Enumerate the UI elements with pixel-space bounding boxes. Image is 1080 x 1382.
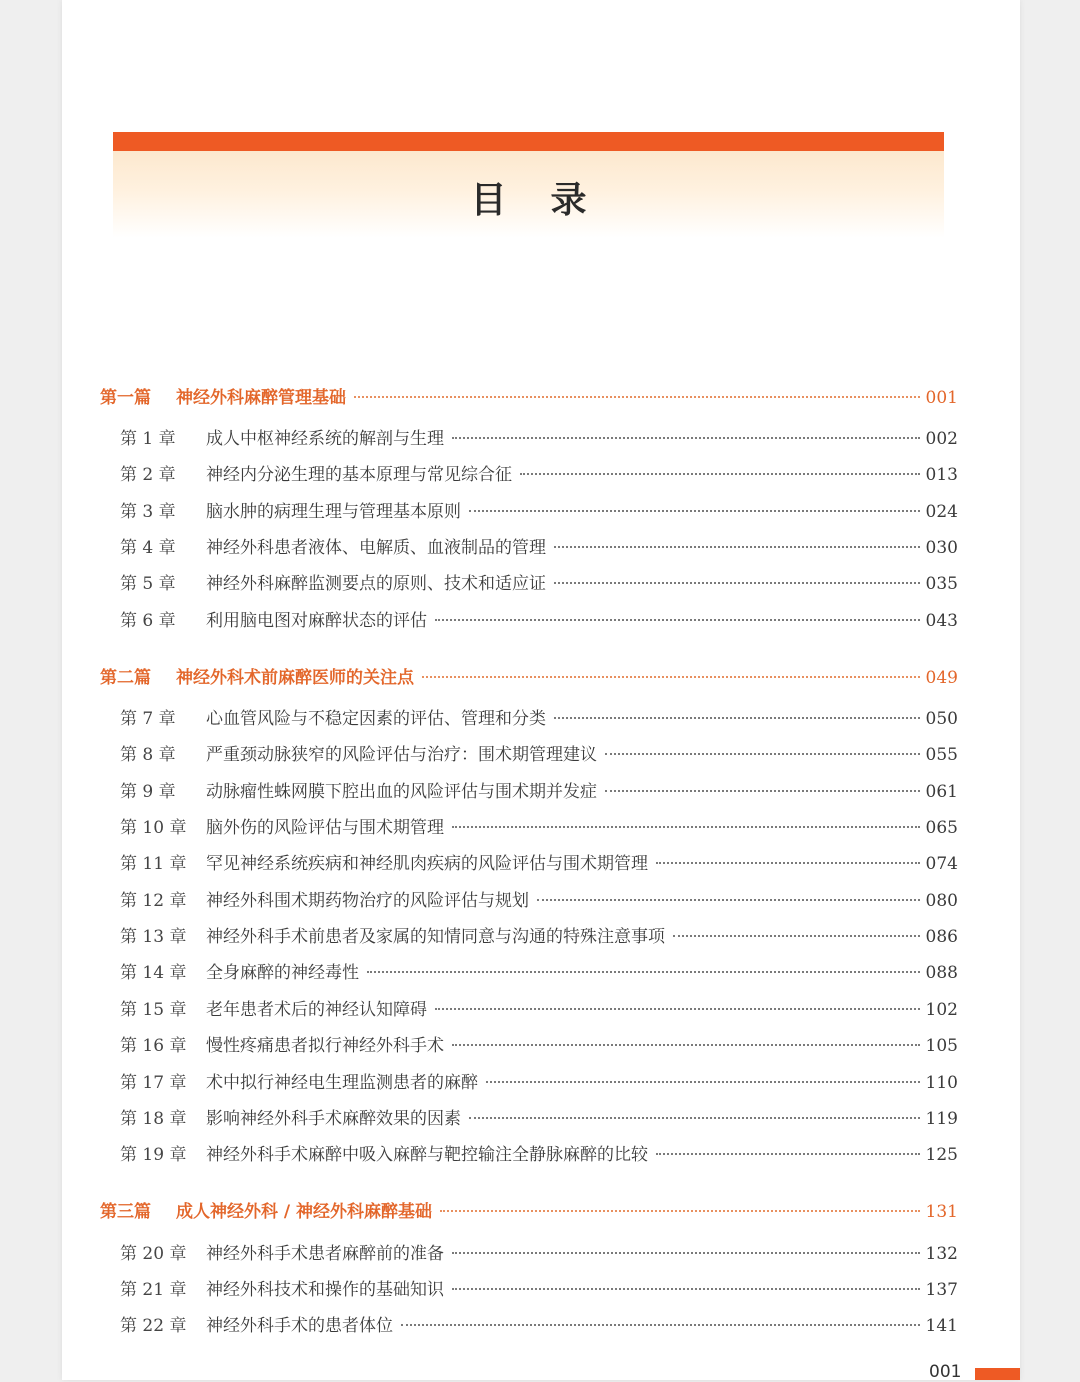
entry-number: 第 1 章 <box>120 429 176 449</box>
page-title: 目录 <box>470 179 631 221</box>
entry-page-number: 002 <box>925 429 958 449</box>
dot-leader <box>554 717 920 719</box>
entry-number: 第 7 章 <box>120 709 176 729</box>
toc-chapter-entry[interactable] <box>100 1239 958 1265</box>
dot-leader <box>422 676 920 678</box>
entry-title: 神经外科术前麻醉医师的关注点 <box>176 668 414 688</box>
entry-page-number: 119 <box>925 1109 958 1129</box>
entry-title: 严重颈动脉狭窄的风险评估与治疗：围术期管理建议 <box>206 745 597 765</box>
toc-chapter-entry[interactable] <box>100 569 958 595</box>
toc-chapter-entry[interactable] <box>100 606 958 632</box>
entry-page-number: 065 <box>925 818 958 838</box>
toc-part-entry[interactable] <box>100 663 958 689</box>
dot-leader <box>554 582 920 584</box>
toc-part-entry[interactable] <box>100 1197 958 1223</box>
entry-page-number: 074 <box>925 854 958 874</box>
dot-leader <box>401 1324 920 1326</box>
entry-number: 第 21 章 <box>120 1280 187 1300</box>
entry-number: 第 3 章 <box>120 502 176 522</box>
entry-page-number: 035 <box>925 574 958 594</box>
entry-page-number: 061 <box>925 782 958 802</box>
entry-number: 第 22 章 <box>120 1316 187 1336</box>
dot-leader <box>605 753 920 755</box>
entry-title: 神经外科手术患者麻醉前的准备 <box>206 1244 444 1264</box>
entry-page-number: 013 <box>925 465 958 485</box>
dot-leader <box>354 396 920 398</box>
entry-page-number: 141 <box>925 1316 958 1336</box>
dot-leader <box>486 1081 920 1083</box>
toc-chapter-entry[interactable] <box>100 813 958 839</box>
toc-chapter-entry[interactable] <box>100 1068 958 1094</box>
entry-title: 神经外科麻醉监测要点的原则、技术和适应证 <box>206 574 546 594</box>
entry-page-number: 050 <box>925 709 958 729</box>
entry-title: 神经内分泌生理的基本原理与常见综合征 <box>206 465 512 485</box>
entry-page-number: 102 <box>925 1000 958 1020</box>
toc-chapter-entry[interactable] <box>100 777 958 803</box>
entry-number: 第 16 章 <box>120 1036 187 1056</box>
entry-number: 第一篇 <box>100 388 151 408</box>
entry-title: 神经外科患者液体、电解质、血液制品的管理 <box>206 538 546 558</box>
dot-leader <box>440 1210 920 1212</box>
entry-number: 第 11 章 <box>120 854 187 874</box>
dot-leader <box>469 1117 920 1119</box>
entry-page-number: 049 <box>925 668 958 688</box>
entry-number: 第 10 章 <box>120 818 187 838</box>
entry-number: 第 17 章 <box>120 1073 187 1093</box>
entry-number: 第 5 章 <box>120 574 176 594</box>
toc-chapter-entry[interactable] <box>100 1311 958 1337</box>
dot-leader <box>469 510 920 512</box>
page-number: 001 <box>929 1362 962 1382</box>
entry-page-number: 080 <box>925 891 958 911</box>
dot-leader <box>435 619 920 621</box>
entry-title: 神经外科围术期药物治疗的风险评估与规划 <box>206 891 529 911</box>
entry-number: 第 8 章 <box>120 745 176 765</box>
toc-chapter-entry[interactable] <box>100 1275 958 1301</box>
dot-leader <box>367 971 920 973</box>
entry-number: 第 19 章 <box>120 1145 187 1165</box>
dot-leader <box>656 862 920 864</box>
entry-number: 第 15 章 <box>120 1000 187 1020</box>
toc-chapter-entry[interactable] <box>100 424 958 450</box>
entry-title: 全身麻醉的神经毒性 <box>206 963 359 983</box>
dot-leader <box>452 437 920 439</box>
title-accent-bar <box>113 132 944 151</box>
entry-title: 动脉瘤性蛛网膜下腔出血的风险评估与围术期并发症 <box>206 782 597 802</box>
document-page <box>62 0 1020 1380</box>
entry-title: 成人神经外科 / 神经外科麻醉基础 <box>176 1202 433 1222</box>
entry-page-number: 105 <box>925 1036 958 1056</box>
entry-title: 心血管风险与不稳定因素的评估、管理和分类 <box>206 709 546 729</box>
entry-page-number: 110 <box>925 1073 958 1093</box>
toc-chapter-entry[interactable] <box>100 704 958 730</box>
entry-number: 第二篇 <box>100 668 151 688</box>
dot-leader <box>656 1153 920 1155</box>
entry-page-number: 043 <box>925 611 958 631</box>
entry-number: 第 14 章 <box>120 963 187 983</box>
entry-number: 第三篇 <box>100 1202 151 1222</box>
toc-chapter-entry[interactable] <box>100 886 958 912</box>
dot-leader <box>452 1252 920 1254</box>
entry-page-number: 088 <box>925 963 958 983</box>
dot-leader <box>452 1288 920 1290</box>
toc-chapter-entry[interactable] <box>100 849 958 875</box>
toc-chapter-entry[interactable] <box>100 922 958 948</box>
entry-title: 罕见神经系统疾病和神经肌肉疾病的风险评估与围术期管理 <box>206 854 648 874</box>
toc-chapter-entry[interactable] <box>100 1140 958 1166</box>
entry-title: 成人中枢神经系统的解剖与生理 <box>206 429 444 449</box>
entry-page-number: 030 <box>925 538 958 558</box>
toc-chapter-entry[interactable] <box>100 740 958 766</box>
entry-number: 第 6 章 <box>120 611 176 631</box>
toc-part-entry[interactable] <box>100 383 958 409</box>
entry-title: 老年患者术后的神经认知障碍 <box>206 1000 427 1020</box>
dot-leader <box>605 790 920 792</box>
page-tab-marker <box>975 1368 1020 1380</box>
entry-title: 利用脑电图对麻醉状态的评估 <box>206 611 427 631</box>
toc-chapter-entry[interactable] <box>100 995 958 1021</box>
entry-number: 第 4 章 <box>120 538 176 558</box>
entry-page-number: 125 <box>925 1145 958 1165</box>
dot-leader <box>554 546 920 548</box>
entry-title: 神经外科手术麻醉中吸入麻醉与靶控输注全静脉麻醉的比较 <box>206 1145 648 1165</box>
entry-title: 术中拟行神经电生理监测患者的麻醉 <box>206 1073 478 1093</box>
toc-chapter-entry[interactable] <box>100 497 958 523</box>
entry-page-number: 131 <box>925 1202 958 1222</box>
dot-leader <box>520 473 920 475</box>
toc-chapter-entry[interactable] <box>100 533 958 559</box>
entry-number: 第 9 章 <box>120 782 176 802</box>
entry-title: 脑水肿的病理生理与管理基本原则 <box>206 502 461 522</box>
entry-number: 第 18 章 <box>120 1109 187 1129</box>
entry-page-number: 132 <box>925 1244 958 1264</box>
entry-title: 神经外科技术和操作的基础知识 <box>206 1280 444 1300</box>
dot-leader <box>537 899 920 901</box>
dot-leader <box>673 935 920 937</box>
toc-chapter-entry[interactable] <box>100 460 958 486</box>
entry-title: 神经外科麻醉管理基础 <box>176 388 346 408</box>
entry-title: 慢性疼痛患者拟行神经外科手术 <box>206 1036 444 1056</box>
entry-title: 神经外科手术前患者及家属的知情同意与沟通的特殊注意事项 <box>206 927 665 947</box>
entry-page-number: 086 <box>925 927 958 947</box>
entry-page-number: 055 <box>925 745 958 765</box>
entry-number: 第 13 章 <box>120 927 187 947</box>
entry-title: 神经外科手术的患者体位 <box>206 1316 393 1336</box>
toc-chapter-entry[interactable] <box>100 1104 958 1130</box>
entry-number: 第 2 章 <box>120 465 176 485</box>
toc-chapter-entry[interactable] <box>100 1031 958 1057</box>
entry-page-number: 024 <box>925 502 958 522</box>
entry-number: 第 20 章 <box>120 1244 187 1264</box>
toc-chapter-entry[interactable] <box>100 958 958 984</box>
entry-number: 第 12 章 <box>120 891 187 911</box>
dot-leader <box>452 826 920 828</box>
entry-title: 影响神经外科手术麻醉效果的因素 <box>206 1109 461 1129</box>
entry-title: 脑外伤的风险评估与围术期管理 <box>206 818 444 838</box>
dot-leader <box>452 1044 920 1046</box>
dot-leader <box>435 1008 920 1010</box>
entry-page-number: 137 <box>925 1280 958 1300</box>
title-banner <box>113 132 944 238</box>
entry-page-number: 001 <box>925 388 958 408</box>
